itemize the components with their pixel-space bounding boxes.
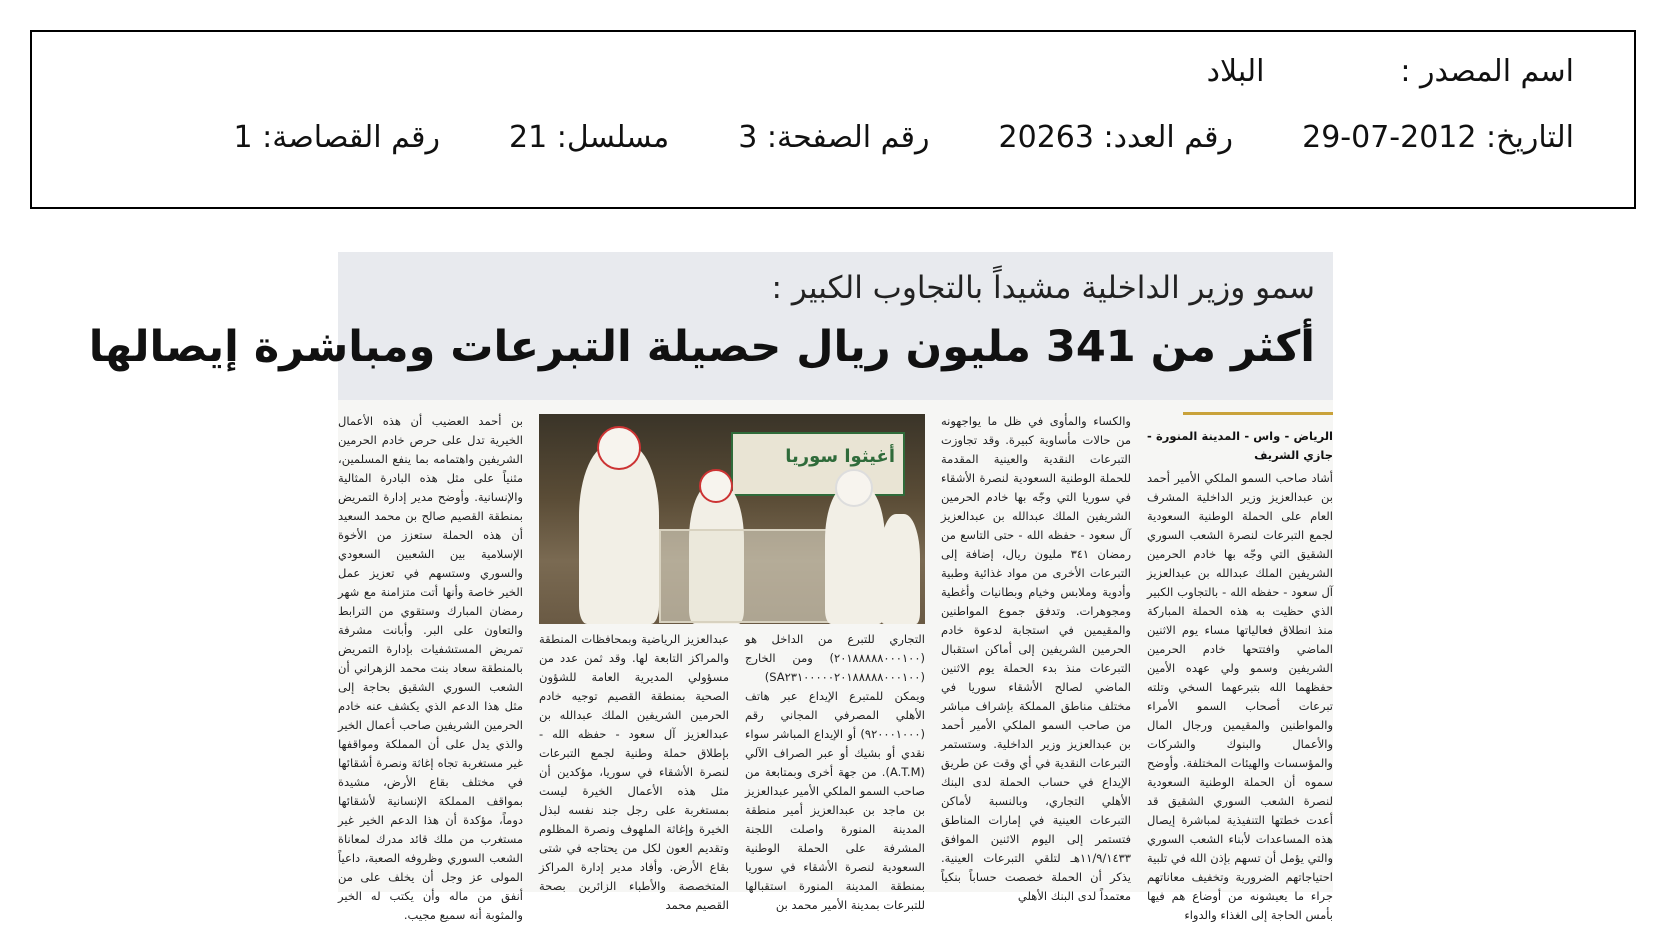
clipping-metadata-box bbox=[30, 30, 1636, 209]
article-column-4 bbox=[539, 630, 729, 912]
column-5-text: بن أحمد العضيب أن هذه الأعمال الخيرية تدل على حرص خادم الحرمين الشريفين واهتمامه بما ينفع المسلمين، مثنياً على مثل هذه البادرة المثالية والإنسانية. وأوضح مدير إدارة التمريض بمنطقة القصيم صالح بن محمد السعيد أن هذه الحملة ستعزز من الأخوة الإسلامية بين الشعبين السعودي والسوري وستسهم في تعزيز عمل الخير خاصة وأنها أتت متزامنة مع شهر رمضان المبارك وستقوي من الترابط والتعاون على البر. وأبانت مشرفة تمريض المستشفيات بإدارة التمريض بالمنطقة سعاد بنت محمد الزهراني أن الشعب السوري الشقيق بحاجة إلى مثل هذا الدعم الذي يكشف عنه خادم الحرمين الشريفين صاحب أعمال الخير والذي يدل على أن المملكة ومواقفها غير مستغربة تجاه إغاثة ونصرة أشقائها في مختلف بقاع الأرض، مشيدة بمواقف المملكة الإنسانية لأشقائها دوماً، مؤكدة أن هذا الدعم الخير غير مستغرب من ملك قائد مدرك لمعاناة الشعب السوري وظروفه الصعبة، داعياً المولى عز وجل أن يخلف على من أنفق من ماله وأن يكتب له الخير والمثوبة أنه سميع مجيب. bbox=[338, 414, 523, 922]
headline-block bbox=[88, 252, 1333, 400]
clip-value: 1 bbox=[233, 120, 253, 155]
source-value: البلاد bbox=[1206, 54, 1265, 89]
page-label: رقم الصفحة: bbox=[766, 120, 930, 155]
date-value: 29-07-2012 bbox=[1302, 120, 1477, 155]
quote-decoration bbox=[1183, 412, 1333, 421]
column-2-text: والكساء والمأوى في ظل ما يواجهونه من حالات مأساوية كبيرة. وقد تجاوزت التبرعات النقدية والعينية المقدمة للحملة الوطنية السعودية لنصرة الأشقاء في سوريا التي وجّه بها خادم الحرمين الشريفين الملك عبدالله بن عبدالعزيز آل سعود - حفظه الله - حتى التاسع من رمضان ٣٤١ مليون ريال، إضافة إلى التبرعات الأخرى من مواد غذائية وطبية وأدوية وملابس وخيام وبطانيات وأغطية ومجوهرات. وتدفق جموع المواطنين والمقيمين في استجابة لدعوة خادم الحرمين الشريفين إلى أماكن استقبال التبرعات منذ بدء الحملة يوم الاثنين الماضي لصالح الأشقاء سوريا في مختلف مناطق المملكة بإشراف مباشر من صاحب السمو الملكي الأمير أحمد بن عبدالعزيز وزير الداخلية. وستستمر التبرعات النقدية في أي وقت عن طريق الإيداع في حساب الحملة لدى البنك الأهلي التجاري، وبالنسبة لأماكن التبرعات العينية في إمارات المناطق فتستمر إلى اليوم الاثنين الموافق ١١/٩/١٤٣٣هـ لتلقي التبرعات العينية. يذكر أن الحملة خصصت حساباً بنكياً معتمداً لدى البنك الأهلي bbox=[941, 414, 1131, 903]
page-value: 3 bbox=[738, 120, 758, 155]
photo-person-head bbox=[835, 469, 873, 507]
article-column-3 bbox=[745, 630, 925, 912]
newspaper-clipping bbox=[88, 252, 1333, 922]
source-label: اسم المصدر : bbox=[1400, 54, 1574, 89]
article-byline: الرياض - واس - المدينة المنورة - جازي الشريف bbox=[1147, 429, 1333, 462]
column-3-text: التجاري للتبرع من الداخل هو (٢٠١٨٨٨٨٨٠٠٠١٠٠) ومن الخارج (SA٢٣١٠٠٠٠٠٢٠١٨٨٨٨٨٠٠٠١٠٠) ويمكن للمتبرع الإيداع عبر هاتف الأهلي المصرفي المجاني رقم (٩٢٠٠٠١٠٠٠) أو الإيداع المباشر سواء نقدي أو بشيك أو عبر الصراف الآلي (A.T.M). من جهة أخرى وبمتابعة من صاحب السمو الملكي الأمير عبدالعزيز بن ماجد بن عبدالعزيز أمير منطقة المدينة المنورة واصلت اللجنة المشرفة على الحملة الوطنية السعودية لنصرة الأشقاء في سوريا بمنطقة المدينة المنورة استقبالها للتبرعات بمدينة الأمير محمد بن bbox=[745, 632, 925, 912]
donation-booth bbox=[659, 529, 833, 623]
article-photo bbox=[539, 414, 925, 624]
column-1-text: أشاد صاحب السمو الملكي الأمير أحمد بن عبدالعزيز وزير الداخلية المشرف العام على الحملة الوطنية السعودية لجمع التبرعات لنصرة الشعب السوري الشقيق التي وجّه بها خادم الحرمين الشريفين الملك عبدالله بن عبدالعزيز آل سعود - حفظه الله - بالتجاوب الكبير الذي حظيت به هذه الحملة المباركة منذ انطلاق فعالياتها مساء يوم الاثنين الماضي وافتتحها خادم الحرمين الشريفين وسمو ولي عهده الأمين حفظهما الله بتبرعهما السخي وتلته تبرعات أصحاب السمو الأمراء والمواطنين والمقيمين ورجال المال والأعمال والبنوك والشركات والمؤسسات والهيئات المختلفة. وأوضح سموه أن الحملة الوطنية السعودية لنصرة الشعب السوري الشقيق قد أعدت خطتها التنفيذية لمباشرة إيصال هذه المساعدات لأبناء الشعب السوري والتي يؤمل أن تسهم بإذن الله في تلبية احتياجاتهم الضرورية وتخفيف معاناتهم جراء ما يعيشونه من أوضاع هم فيها بأمس الحاجة إلى الغذاء والدواء bbox=[1147, 471, 1333, 922]
clip-label: رقم القصاصة: bbox=[262, 120, 440, 155]
details-row bbox=[234, 120, 1575, 155]
photo-person-head bbox=[699, 469, 733, 503]
photo-banner bbox=[731, 432, 905, 496]
photo-person-figure bbox=[579, 444, 659, 624]
issue-label: رقم العدد: bbox=[1103, 120, 1234, 155]
date-label: التاريخ: bbox=[1486, 120, 1574, 155]
photo-person-head bbox=[597, 426, 641, 470]
issue-value: 20263 bbox=[998, 120, 1094, 155]
photo-banner-text: أغيثوا سوريا bbox=[785, 446, 895, 467]
photo-person-figure bbox=[880, 514, 920, 624]
serial-value: 21 bbox=[509, 120, 548, 155]
source-row bbox=[1207, 54, 1574, 89]
article-headline: أكثر من 341 مليون ريال حصيلة التبرعات ومباشرة إيصالها bbox=[88, 322, 1315, 372]
article-column-1 bbox=[1147, 412, 1333, 922]
article-kicker: سمو وزير الداخلية مشيداً بالتجاوب الكبير : bbox=[771, 270, 1315, 306]
article-column-2 bbox=[941, 412, 1131, 903]
serial-label: مسلسل: bbox=[556, 120, 670, 155]
column-4-text: عبدالعزيز الرياضية وبمحافظات المنطقة والمراكز التابعة لها. وقد ثمن عدد من مسؤولي المديرية العامة للشؤون الصحية بمنطقة القصيم توجيه خادم الحرمين الشريفين الملك عبدالله بن عبدالعزيز آل سعود - حفظه الله - بإطلاق حملة وطنية لجمع التبرعات لنصرة الأشقاء في سوريا، مؤكدين أن مثل هذه الأعمال الخيرة ليست بمستغربة على رجل جند نفسه لبذل الخيرة وإغاثة الملهوف ونصرة المظلوم وتقديم العون لكل من يحتاجه في شتى بقاع الأرض. وأفاد مدير إدارة المراكز المتخصصة والأطباء الزائرين بصحة القصيم محمد bbox=[539, 632, 729, 912]
article-column-5 bbox=[338, 412, 523, 922]
